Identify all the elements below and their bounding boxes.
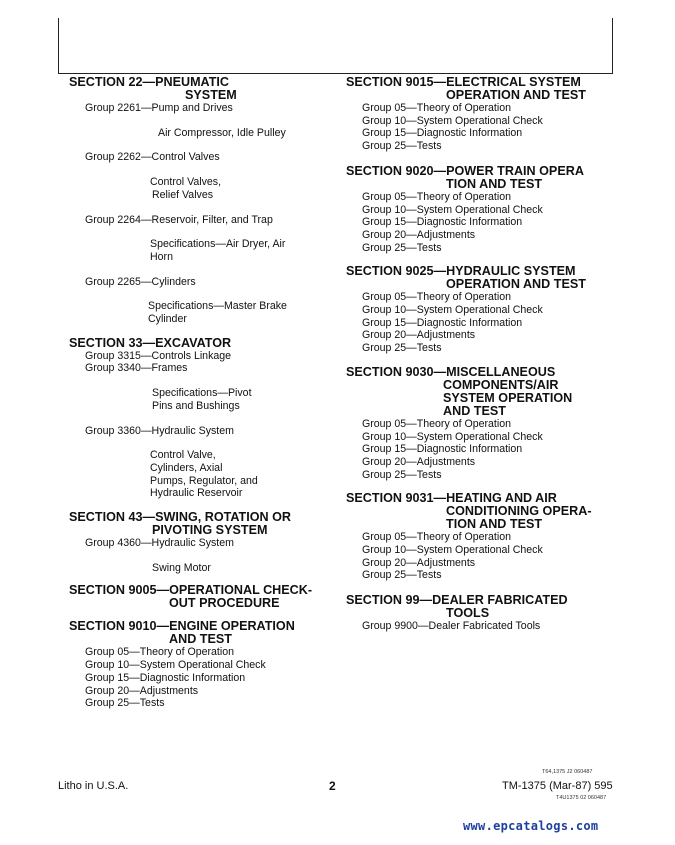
group-item: Group 20—Adjustments: [362, 329, 476, 342]
group-item: Group 15—Diagnostic Information: [85, 671, 246, 684]
group-item: Group 2265—Cylinders: [85, 275, 196, 288]
group-subitem: Specifications—Master Brake: [148, 300, 287, 313]
group-item: Group 10—System Operational Check: [362, 203, 543, 216]
group-item: Group 15—Diagnostic Information: [362, 316, 523, 329]
group-subitem: Cylinder: [148, 313, 187, 326]
section-title: SECTION 43—SWING, ROTATION OR: [69, 510, 292, 525]
section-9005: [69, 584, 334, 610]
group-item: Group 3315—Controls Linkage: [85, 349, 232, 362]
section-title-cont: CONDITIONING OPERA-: [446, 504, 592, 519]
section-title: SECTION 9015—ELECTRICAL SYSTEM: [346, 75, 581, 89]
group-subitem: Pumps, Regulator, and: [150, 474, 258, 487]
group-item: Group 25—Tests: [362, 140, 442, 153]
footer-code-bottom: T4U1375 02 060487: [556, 795, 607, 801]
watermark: www.epcatalogs.com: [463, 819, 599, 833]
section-title: SECTION 9005—OPERATIONAL CHECK-: [69, 583, 313, 598]
footer-litho: Litho in U.S.A.: [58, 780, 129, 792]
section-title-cont: OPERATION AND TEST: [446, 88, 586, 102]
group-subitem: Swing Motor: [152, 561, 211, 574]
section-title: SECTION 9031—HEATING AND AIR: [346, 491, 557, 506]
section-title-cont: OUT PROCEDURE: [169, 596, 280, 611]
section-title: SECTION 33—EXCAVATOR: [69, 335, 232, 350]
section-9010: [69, 620, 334, 710]
group-item: Group 05—Theory of Operation: [362, 190, 511, 203]
group-item: Group 9900—Dealer Fabricated Tools: [362, 620, 541, 633]
footer-doc-id: TM-1375 (Mar-87) 595: [502, 780, 613, 792]
left-column: [69, 76, 334, 710]
group-item: Group 05—Theory of Operation: [362, 291, 511, 304]
group-item: Group 15—Diagnostic Information: [362, 127, 523, 140]
group-subitem: Pins and Bushings: [152, 399, 240, 412]
group-item: Group 25—Tests: [85, 697, 165, 710]
group-subitem: Control Valve,: [150, 449, 216, 462]
group-item: Group 05—Theory of Operation: [362, 417, 511, 430]
group-item: Group 10—System Operational Check: [362, 430, 543, 443]
section-title: SECTION 9030—MISCELLANEOUS: [346, 364, 556, 379]
group-item: Group 20—Adjustments: [85, 684, 199, 697]
section-title-cont: AND TEST: [169, 632, 232, 647]
group-subitem: Air Compressor, Idle Pulley: [158, 126, 286, 139]
group-item: Group 2262—Control Valves: [85, 151, 220, 164]
group-item: Group 05—Theory of Operation: [362, 531, 511, 544]
group-item: Group 25—Tests: [362, 569, 442, 582]
section-title: SECTION 9020—POWER TRAIN OPERA: [346, 163, 584, 178]
group-item: Group 20—Adjustments: [362, 556, 476, 569]
right-column: [346, 76, 608, 633]
section-title: SECTION 99—DEALER FABRICATED: [346, 593, 568, 608]
group-item: Group 25—Tests: [362, 468, 442, 481]
group-item: Group 20—Adjustments: [362, 455, 476, 468]
group-item: Group 25—Tests: [362, 241, 442, 254]
section-title: SECTION 9025—HYDRAULIC SYSTEM: [346, 264, 576, 279]
group-item: Group 05—Theory of Operation: [362, 102, 511, 114]
section-22: [69, 76, 334, 326]
header-frame: [58, 18, 613, 74]
group-item: Group 3340—Frames: [85, 362, 188, 375]
group-item: Group 25—Tests: [362, 342, 442, 355]
group-item: Group 3360—Hydraulic System: [85, 424, 234, 437]
group-subitem: Control Valves,: [150, 176, 222, 189]
section-title-cont: TION AND TEST: [446, 176, 543, 191]
group-subitem: Specifications—Pivot: [152, 387, 252, 400]
section-99: [346, 594, 608, 633]
section-33: [69, 337, 334, 500]
section-title-cont: TOOLS: [446, 606, 490, 621]
group-subitem: Horn: [150, 250, 173, 263]
section-title-cont: PIVOTING SYSTEM: [152, 523, 268, 538]
section-title-cont: AND TEST: [443, 403, 506, 418]
section-title-cont: OPERATION AND TEST: [446, 277, 586, 292]
group-item: Group 05—Theory of Operation: [85, 646, 234, 659]
section-title-cont: TION AND TEST: [446, 517, 543, 532]
section-title-cont: SYSTEM OPERATION: [443, 390, 573, 405]
section-9030: [346, 366, 608, 482]
group-item: Group 10—System Operational Check: [362, 114, 543, 127]
section-title: SECTION 22—PNEUMATIC: [69, 75, 230, 89]
group-item: Group 2264—Reservoir, Filter, and Trap: [85, 213, 273, 226]
section-9031: [346, 492, 608, 582]
section-title-cont: SYSTEM: [185, 88, 237, 102]
group-item: Group 15—Diagnostic Information: [362, 216, 523, 229]
group-subitem: Hydraulic Reservoir: [150, 487, 243, 500]
section-9025: [346, 265, 608, 355]
section-43: [69, 511, 334, 574]
group-item: Group 15—Diagnostic Information: [362, 443, 523, 456]
footer-code-top: T64,1375 J2 060487: [542, 769, 593, 775]
group-subitem: Cylinders, Axial: [150, 461, 223, 474]
section-title: SECTION 9010—ENGINE OPERATION: [69, 619, 295, 634]
group-item: Group 10—System Operational Check: [362, 544, 543, 557]
section-title-cont: COMPONENTS/AIR: [443, 377, 559, 392]
group-item: Group 4360—Hydraulic System: [85, 537, 234, 550]
group-item: Group 2261—Pump and Drives: [85, 102, 233, 114]
section-9015: [346, 76, 608, 153]
page-number: 2: [329, 779, 336, 793]
group-item: Group 10—System Operational Check: [362, 304, 543, 317]
group-subitem: Specifications—Air Dryer, Air: [150, 238, 286, 251]
section-9020: [346, 165, 608, 255]
group-subitem: Relief Valves: [152, 188, 214, 201]
group-item: Group 20—Adjustments: [362, 228, 476, 241]
group-item: Group 10—System Operational Check: [85, 659, 266, 672]
